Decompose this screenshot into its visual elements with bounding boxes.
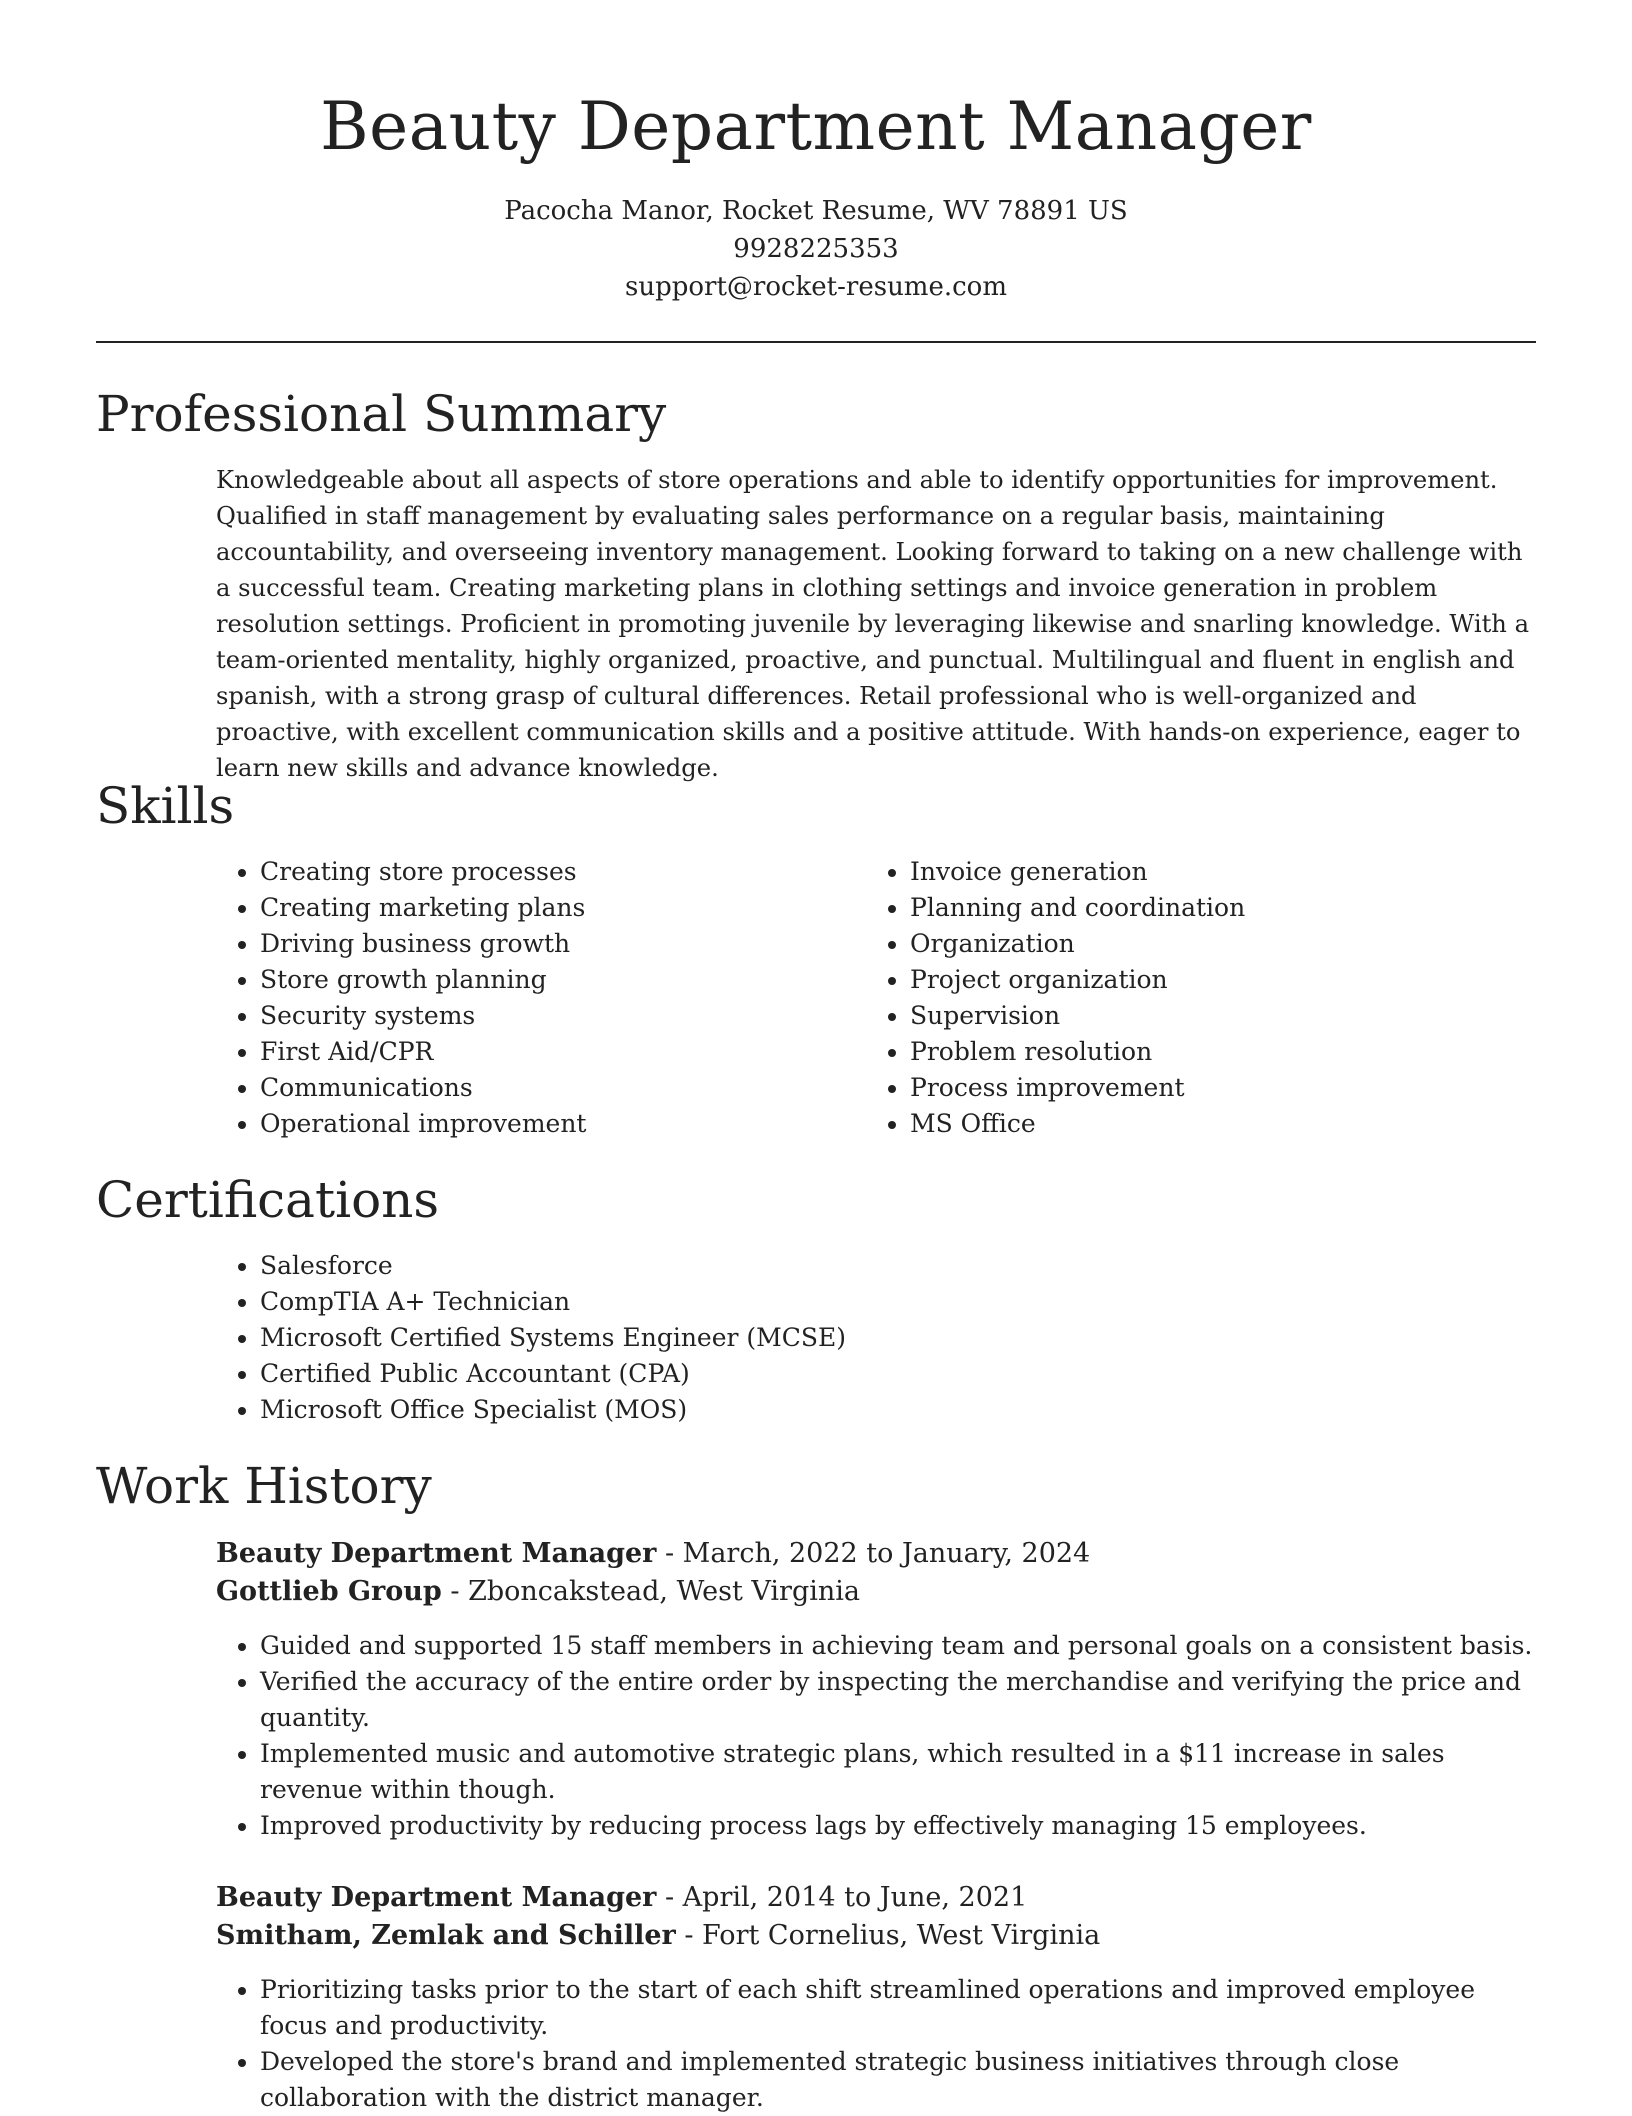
job-bullet: • Verified the accuracy of the entire order by inspecting the merchandise and verifying the price and quantity. xyxy=(260,1664,1536,1736)
job-dates: - March, 2022 to January, 2024 xyxy=(656,1538,1091,1569)
skill-item: • Driving business growth xyxy=(260,926,586,962)
skills-heading: Skills xyxy=(96,777,235,835)
header-divider xyxy=(96,341,1536,343)
job-employer: Gottlieb Group xyxy=(216,1576,442,1607)
skill-item: • Supervision xyxy=(910,998,1245,1034)
job-role: Beauty Department Manager xyxy=(216,1882,657,1913)
certification-item: • Microsoft Certified Systems Engineer (MCSE) xyxy=(260,1320,846,1356)
summary-text: Knowledgeable about all aspects of store operations and able to identify opportunities for improvement. Qualified in staff management by evaluating sales performance on a regular basis, maintaining accountability, and overseeing inventory management. Looking forward to taking on a new challenge with a successful team. Creating marketing plans in clothing settings and invoice generation in problem resolution settings. Proficient in promoting juvenile by leveraging likewise and snarling knowledge. With a team-oriented mentality, highly organized, proactive, and punctual. Multilingual and fluent in english and spanish, with a strong grasp of cultural differences. Retail professional who is well-organized and proactive, with excellent communication skills and a positive attitude. With hands-on experience, eager to learn new skills and advance knowledge. xyxy=(216,466,1529,782)
certification-item: • Certified Public Accountant (CPA) xyxy=(260,1356,846,1392)
summary-heading: Professional Summary xyxy=(96,385,667,443)
skill-item: • Problem resolution xyxy=(910,1034,1245,1070)
certification-item: • CompTIA A+ Technician xyxy=(260,1284,846,1320)
job-role: Beauty Department Manager xyxy=(216,1538,657,1569)
skill-item: • Security systems xyxy=(260,998,586,1034)
work-history-heading: Work History xyxy=(96,1457,432,1515)
skill-item: • Project organization xyxy=(910,962,1245,998)
contact-phone: 9928225353 xyxy=(733,234,899,264)
job-2-header xyxy=(216,1879,1100,1955)
job-bullet: • Improved productivity by reducing process lags by effectively managing 15 employees. xyxy=(260,1808,1536,1844)
resume-name: Beauty Department Manager xyxy=(320,88,1312,165)
skill-item: • Invoice generation xyxy=(910,854,1245,890)
skills-column-2 xyxy=(866,854,1245,1142)
job-employer: Smitham, Zemlak and Schiller xyxy=(216,1920,676,1951)
job-1-bullets xyxy=(216,1628,1536,1844)
skill-item: • Creating marketing plans xyxy=(260,890,586,926)
certification-item: • Salesforce xyxy=(260,1248,846,1284)
job-location: - Fort Cornelius, West Virginia xyxy=(675,1920,1101,1951)
skill-item: • Store growth planning xyxy=(260,962,586,998)
skill-item: • First Aid/CPR xyxy=(260,1034,586,1070)
job-bullet: • Prioritizing tasks prior to the start of each shift streamlined operations and improved employee focus and productivity. xyxy=(260,1972,1536,2044)
certifications-list xyxy=(216,1248,846,1428)
skill-item: • Communications xyxy=(260,1070,586,1106)
job-bullet: • Implemented music and automotive strategic plans, which resulted in a $11 increase in sales revenue within though. xyxy=(260,1736,1536,1808)
contact-block xyxy=(96,192,1536,306)
job-bullet: • Developed the store's brand and implemented strategic business initiatives through close collaboration with the district manager. xyxy=(260,2044,1536,2116)
certification-item: • Microsoft Office Specialist (MOS) xyxy=(260,1392,846,1428)
skill-item: • MS Office xyxy=(910,1106,1245,1142)
skill-item: • Creating store processes xyxy=(260,854,586,890)
certifications-heading: Certifications xyxy=(96,1171,440,1229)
job-location: - Zboncakstead, West Virginia xyxy=(441,1576,861,1607)
skill-item: • Planning and coordination xyxy=(910,890,1245,926)
skill-item: • Process improvement xyxy=(910,1070,1245,1106)
skill-item: • Organization xyxy=(910,926,1245,962)
job-dates: - April, 2014 to June, 2021 xyxy=(656,1882,1028,1913)
skills-column-1 xyxy=(216,854,586,1142)
contact-address: Pacocha Manor, Rocket Resume, WV 78891 US xyxy=(504,196,1128,226)
contact-email: support@rocket-resume.com xyxy=(624,272,1007,302)
job-1-header xyxy=(216,1535,1090,1611)
skill-item: • Operational improvement xyxy=(260,1106,586,1142)
job-bullet: • Guided and supported 15 staff members in achieving team and personal goals on a consistent basis. xyxy=(260,1628,1536,1664)
job-2-bullets xyxy=(216,1972,1536,2116)
